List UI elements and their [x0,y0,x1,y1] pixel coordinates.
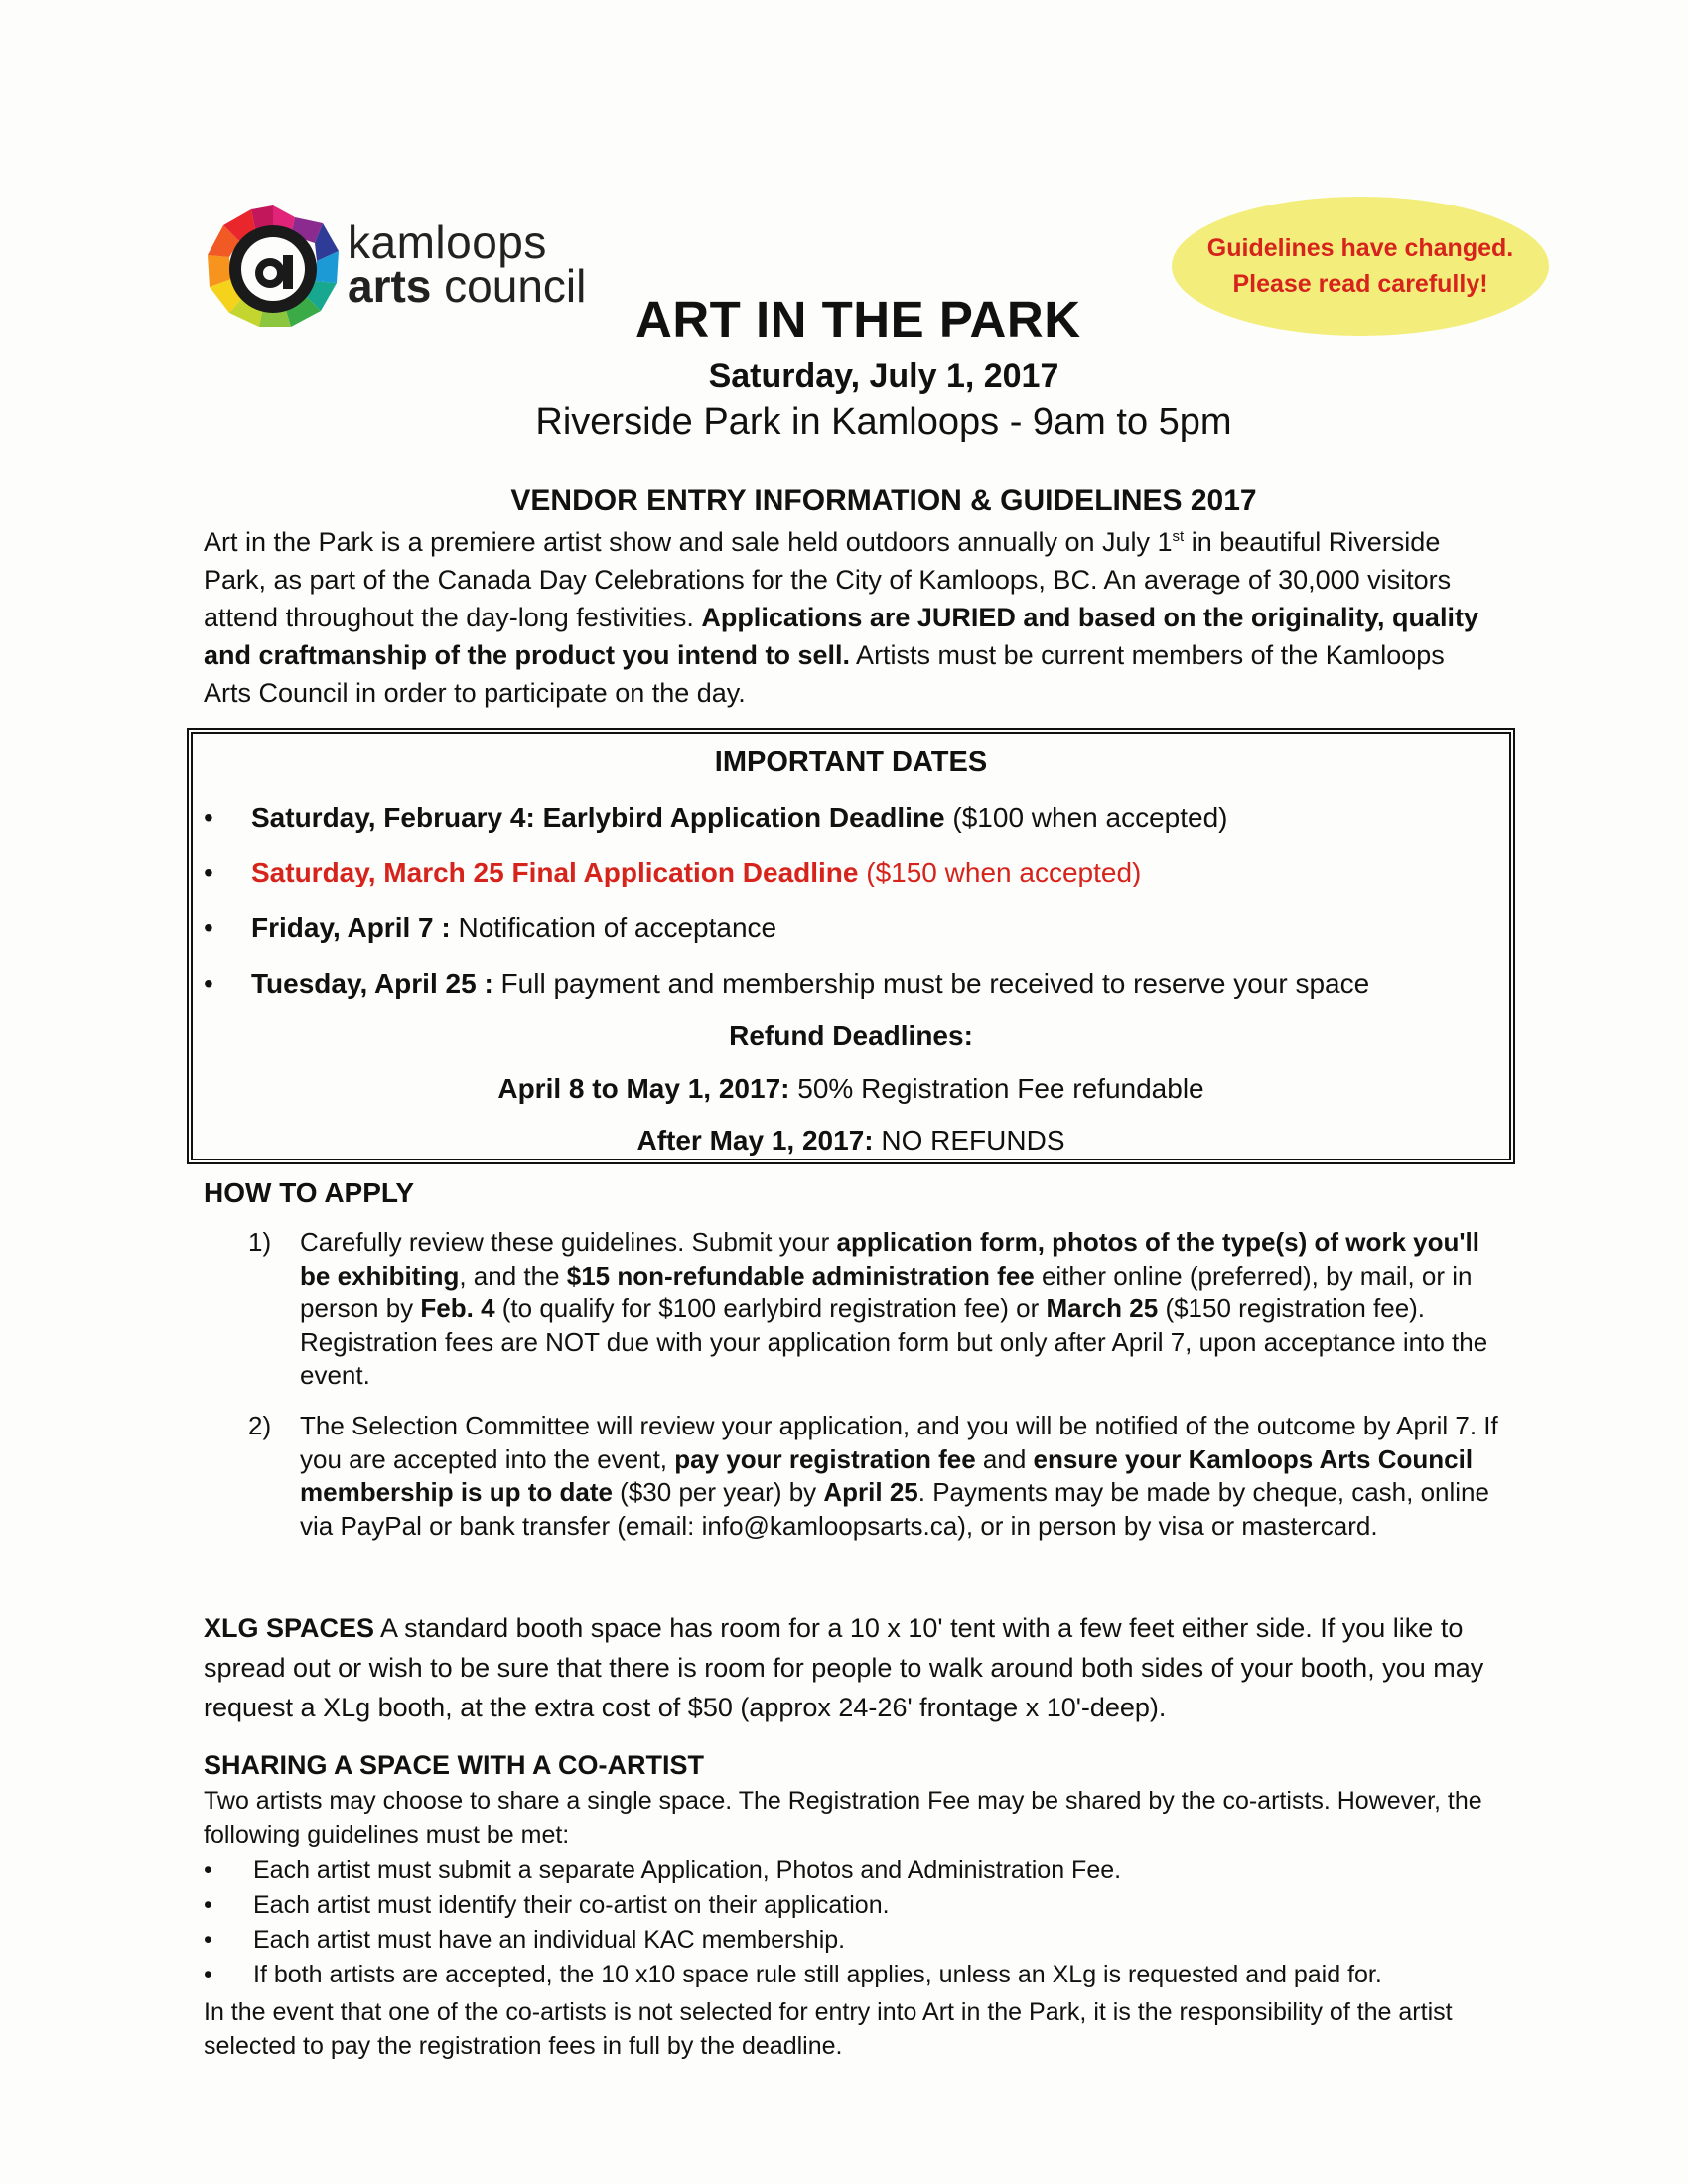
list-item-text: Each artist must submit a separate Application, Photos and Administration Fee. [253,1856,1122,1884]
list-item [204,1853,1514,1888]
step-text-bold: March 25 [1046,1294,1159,1323]
step-text-bold: application form, photos of the type(s) of work you'll be exhibiting [300,1227,1480,1291]
sharing-heading: SHARING A SPACE WITH A CO-ARTIST [204,1750,704,1780]
intro-text-2: in beautiful Riverside Park, as part of the Canada Day Celebrations for the City of Kamloops, BC. An average of 30,000 visitors attend throughout the day-long festivities. [204,527,1452,632]
list-item [204,1923,1514,1958]
logo-line2-rest: council [431,260,587,312]
date-row-bold: Saturday, February 4: Earlybird Application Deadline [251,802,945,833]
apply-step-1 [248,1226,1499,1393]
date-row [204,967,1369,1001]
bullet-icon: • [204,912,213,943]
bullet-icon: • [204,1856,212,1884]
date-row [204,801,1227,835]
refund-row-rest: 50% Registration Fee refundable [789,1073,1204,1104]
guidelines-changed-badge [1172,197,1549,336]
step-text-bold: Feb. 4 [420,1294,495,1323]
xlg-spaces-paragraph [204,1608,1504,1727]
badge-line2: Please read carefully! [1232,270,1488,298]
date-row-rest: Notification of acceptance [450,912,777,943]
kamloops-arts-council-logo-icon [204,204,343,333]
event-location: Riverside Park in Kamloops - 9am to 5pm [535,401,1232,443]
step-text-part: and [975,1443,1034,1474]
logo-line2 [348,260,587,312]
intro-paragraph [204,518,1494,712]
xlg-text: A standard booth space has room for a 10 x 10' tent with a few feet either side. If you like to spread out or wish to be sure that there is room for people to walk around both sides of your booth, you may request a XLg booth, at the extra cost of $50 (approx 24-26' frontage x 10'-deep). [204,1613,1484,1722]
bullet-icon: • [204,857,213,887]
step-text-part: , and the [459,1260,567,1291]
sharing-intro: Two artists may choose to share a single space. The Registration Fee may be shared by the co-artists. However, the following guidelines must be met: [204,1787,1482,1848]
list-item-text: Each artist must have an individual KAC membership. [253,1926,846,1954]
step-number: 1) [248,1227,272,1257]
step-text-part: either online (preferred), by mail, or in person by [300,1260,1473,1323]
date-row-rest: ($150 when accepted) [858,857,1142,887]
date-row-final-deadline [204,856,1141,889]
step-text [300,1410,1499,1543]
step-text-part: (to qualify for $100 earlybird registration fee) or [494,1294,1047,1323]
apply-step-2 [248,1410,1499,1543]
logo-wordmark [348,216,587,312]
sharing-guidelines-list [204,1853,1514,1992]
bullet-icon: • [204,1926,212,1954]
step-text-part: ($30 per year) by [612,1477,824,1507]
step-text-bold: pay your registration fee [674,1443,976,1474]
important-dates-title: IMPORTANT DATES [714,747,988,778]
date-row-rest: ($100 when accepted) [944,802,1228,833]
date-row [204,911,776,945]
date-row-bold: Saturday, March 25 Final Application Deadline [251,857,859,887]
bullet-icon: • [204,802,213,833]
bullet-icon: • [204,1891,212,1919]
step-text-part: Carefully review these guidelines. Submit your [300,1227,837,1257]
how-to-apply-heading: HOW TO APPLY [204,1177,415,1208]
badge-line1: Guidelines have changed. [1206,234,1514,262]
refund-row-rest: NO REFUNDS [873,1125,1065,1156]
refund-row-bold: After May 1, 2017: [636,1125,874,1156]
list-item [204,1888,1514,1923]
refund-deadlines-title: Refund Deadlines: [729,1021,973,1051]
step-text-bold: April 25 [823,1477,918,1507]
list-item-text: Each artist must identify their co-artist on their application. [253,1891,890,1919]
step-text-part: The Selection Committee will review your application, and you will be notified of the outcome by April 7. If you are accepted into the event, [300,1411,1498,1474]
list-item-text: If both artists are accepted, the 10 x10 space rule still applies, unless an XLg is requested and paid for. [253,1961,1382,1988]
event-date: Saturday, July 1, 2017 [708,357,1059,395]
intro-text-1: Art in the Park is a premiere artist show and sale held outdoors annually on July 1 [204,527,1173,557]
date-row-rest: Full payment and membership must be received to reserve your space [492,968,1370,999]
xlg-heading: XLG SPACES [204,1613,375,1643]
date-row-bold: Friday, April 7 : [251,912,451,943]
step-text-part: . Payments may be made by cheque, cash, online via PayPal or bank transfer (email: info@kamloopsarts.ca), or in person by visa or mastercard. [300,1477,1489,1541]
date-row-bold: Tuesday, April 25 : [251,968,493,999]
logo-line2-bold: arts [348,260,432,312]
sharing-outro: In the event that one of the co-artists is not selected for entry into Art in the Park, it is the responsibility of the artist selected to pay the registration fees in full by the deadline. [204,1998,1453,2060]
refund-row-bold: April 8 to May 1, 2017: [497,1073,790,1104]
intro-superscript: st [1172,528,1185,545]
step-number: 2) [248,1411,272,1440]
section-heading: VENDOR ENTRY INFORMATION & GUIDELINES 2017 [510,484,1257,517]
logo-line1: kamloops [348,216,547,268]
bullet-icon: • [204,1961,212,1988]
intro-bold: Applications are JURIED and based on the originality, quality and craftmanship of the product you intend to sell. [204,603,1478,670]
step-text-bold: $15 non-refundable administration fee [566,1260,1035,1291]
step-text-bold: ensure your Kamloops Arts Council membership is up to date [300,1443,1474,1507]
step-text [300,1226,1499,1393]
list-item [204,1958,1514,1992]
page-title: ART IN THE PARK [635,291,1081,347]
step-text-part: ($150 registration fee). Registration fees are NOT due with your application form but only after April 7, upon acceptance into the event. [300,1294,1488,1390]
refund-row [187,1073,1515,1105]
refund-row [187,1125,1515,1157]
bullet-icon: • [204,968,213,999]
intro-text-3: Artists must be current members of the Kamloops Arts Council in order to participate on the day. [204,640,1445,708]
